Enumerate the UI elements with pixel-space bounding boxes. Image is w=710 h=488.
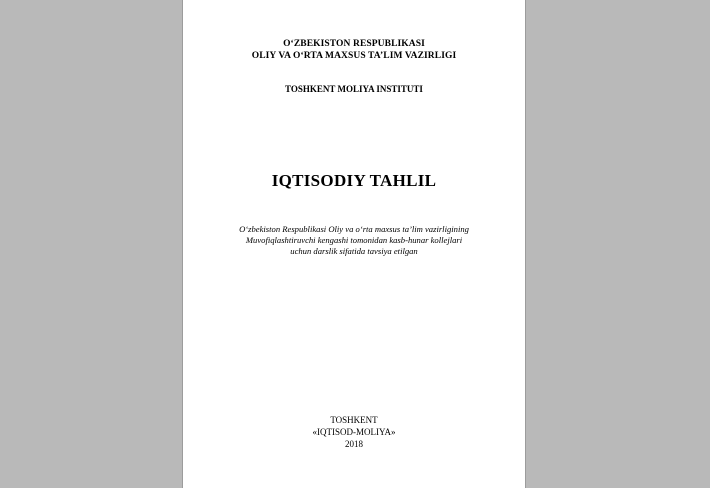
document-page — [182, 0, 526, 488]
ministry-line-1: O‘ZBEKISTON RESPUBLIKASI — [283, 39, 425, 49]
approval-line-1: O‘zbekiston Respublikasi Oliy va o‘rta maxsus ta’lim vazirligining — [239, 224, 469, 234]
approval-line-3: uchun darslik sifatida tavsiya etilgan — [290, 246, 418, 256]
imprint-city: TOSHKENT — [330, 415, 378, 425]
imprint-year: 2018 — [345, 439, 363, 449]
approval-line-2: Muvofiqlashtiruvchi kengashi tomonidan kasb-hunar kollejlari — [245, 235, 463, 245]
ministry-line-2: OLIY VA O‘RTA MAXSUS TA’LIM VAZIRLIGI — [251, 51, 457, 61]
book-title: IQTISODIY TAHLIL — [271, 171, 437, 190]
imprint-publisher: «IQTISOD-MOLIYA» — [312, 427, 396, 437]
institute-name: TOSHKENT MOLIYA INSTITUTI — [285, 84, 423, 94]
